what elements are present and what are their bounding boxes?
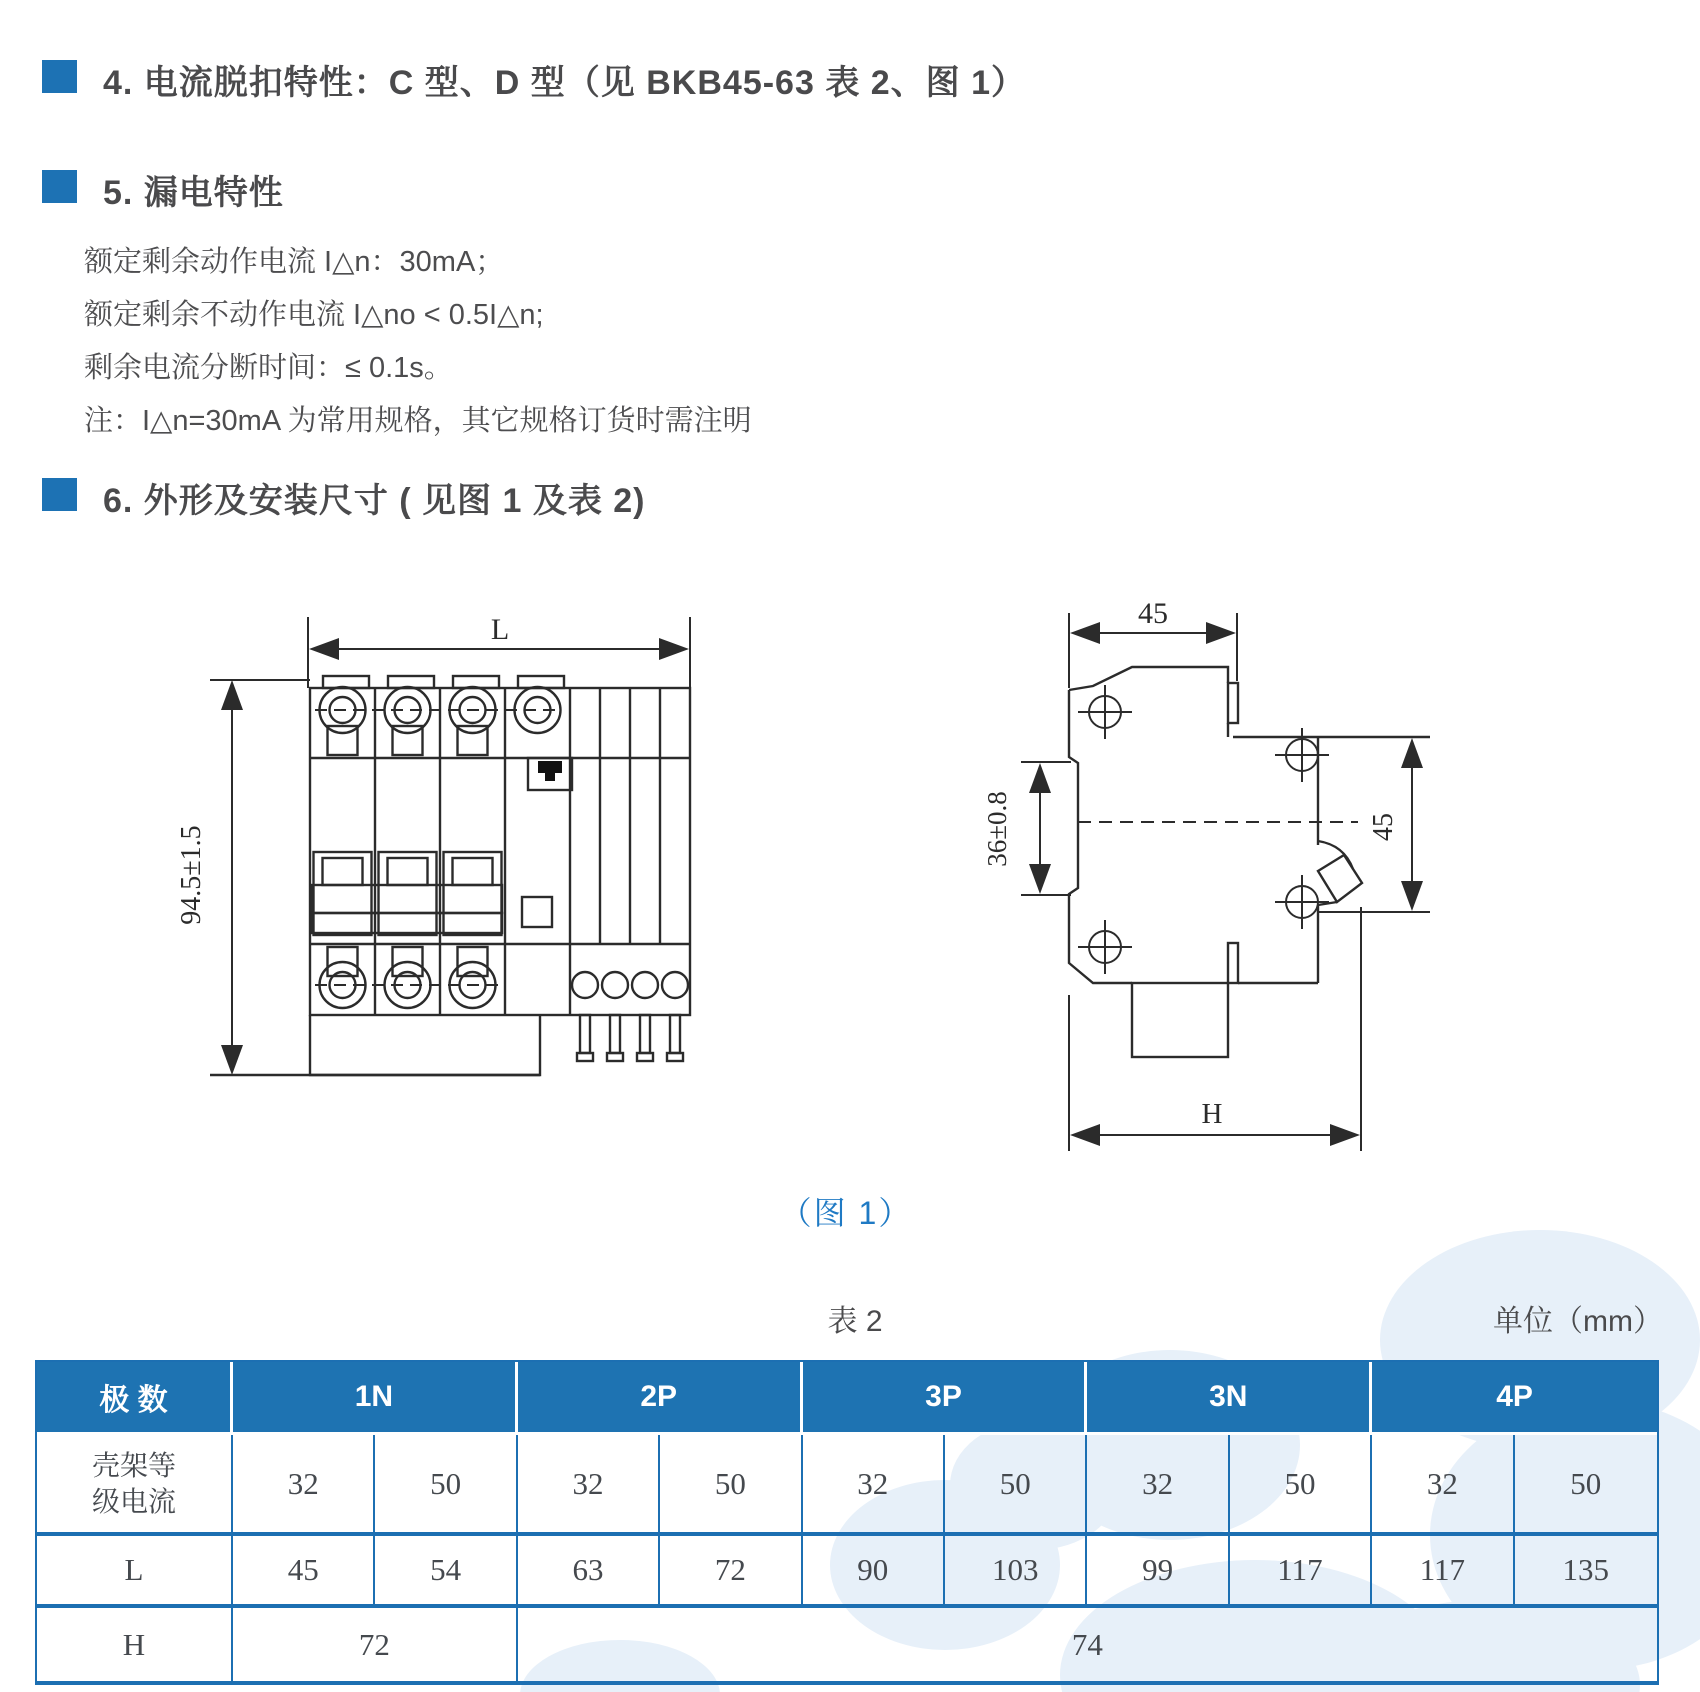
row-label-line: 级电流 [91, 1485, 176, 1517]
section-4-title: 4. 电流脱扣特性：C 型、D 型（见 BKB45-63 表 2、图 1） [103, 64, 1027, 102]
cell-frame-current: 32 [803, 1435, 945, 1536]
column-group-1N: 1N [233, 1362, 518, 1435]
cell-frame-current: 50 [660, 1435, 802, 1536]
section-bullet-icon [42, 478, 77, 511]
cell-L: 45 [233, 1536, 375, 1608]
cell-L: 117 [1372, 1536, 1514, 1608]
cell-frame-current: 32 [1087, 1435, 1229, 1536]
cell-H-others: 74 [1071, 1626, 1103, 1662]
dimension-label-total-depth: H [1201, 1098, 1223, 1130]
table-title: 表 2 [827, 1305, 883, 1338]
section-5-title: 5. 漏电特性 [103, 174, 284, 212]
cell-H-1N: 72 [233, 1608, 518, 1681]
cell-frame-current: 32 [518, 1435, 660, 1536]
section-bullet-icon [42, 170, 77, 203]
spec-line: 注：I△n=30mA 为常用规格，其它规格订货时需注明 [84, 405, 752, 437]
dimension-label-L: L [490, 613, 510, 646]
column-group-3P: 3P [803, 1362, 1088, 1435]
row-label-H: H [37, 1608, 233, 1681]
dimension-label-rail-slot: 36±0.8 [982, 791, 1012, 867]
column-group-4P: 4P [1372, 1362, 1657, 1435]
column-group-3N: 3N [1087, 1362, 1372, 1435]
cell-L: 54 [375, 1536, 517, 1608]
cell-frame-current: 32 [233, 1435, 375, 1536]
test-port-plug-icon [538, 761, 562, 781]
cell-frame-current: 50 [1230, 1435, 1372, 1536]
cell-L: 103 [945, 1536, 1087, 1608]
cell-L: 63 [518, 1536, 660, 1608]
table-row [37, 1608, 1657, 1681]
spec-line: 额定剩余动作电流 I△n：30mA； [84, 246, 505, 278]
dimension-label-height: 94.5±1.5 [176, 825, 207, 925]
table-row [37, 1536, 1657, 1608]
row-label-frame-current [37, 1435, 233, 1536]
cell-L: 117 [1230, 1536, 1372, 1608]
dimension-table [35, 1360, 1659, 1685]
section-bullet-icon [42, 60, 77, 93]
table-corner-header: 极 数 [37, 1362, 233, 1435]
cell-frame-current: 50 [375, 1435, 517, 1536]
dimension-drawing-figure [60, 555, 1500, 1175]
cell-L: 72 [660, 1536, 802, 1608]
cell-frame-current: 50 [1515, 1435, 1657, 1536]
cell-frame-current: 32 [1372, 1435, 1514, 1536]
cell-L: 90 [803, 1536, 945, 1608]
figure-caption: （图 1） [779, 1195, 913, 1231]
column-group-2P: 2P [518, 1362, 803, 1435]
spec-line: 剩余电流分断时间：≤ 0.1s。 [84, 352, 453, 384]
leakage-spec-lines [84, 236, 752, 448]
table-header-row [37, 1362, 1657, 1435]
dimension-label-right-height: 45 [1368, 813, 1399, 841]
dimension-label-top-depth: 45 [1138, 597, 1168, 630]
row-label-line: 壳架等 [91, 1449, 176, 1481]
table-row [37, 1435, 1657, 1536]
spec-line: 额定剩余不动作电流 I△no < 0.5I△n; [84, 299, 544, 331]
cell-L: 99 [1087, 1536, 1229, 1608]
cell-frame-current: 50 [945, 1435, 1087, 1536]
table-unit-label: 单位（mm） [1493, 1305, 1663, 1338]
mounting-hole-crosshairs [1078, 685, 1329, 974]
cell-L: 135 [1515, 1536, 1657, 1608]
section-6-title: 6. 外形及安装尺寸 ( 见图 1 及表 2) [103, 482, 646, 520]
row-label-L: L [37, 1536, 233, 1608]
